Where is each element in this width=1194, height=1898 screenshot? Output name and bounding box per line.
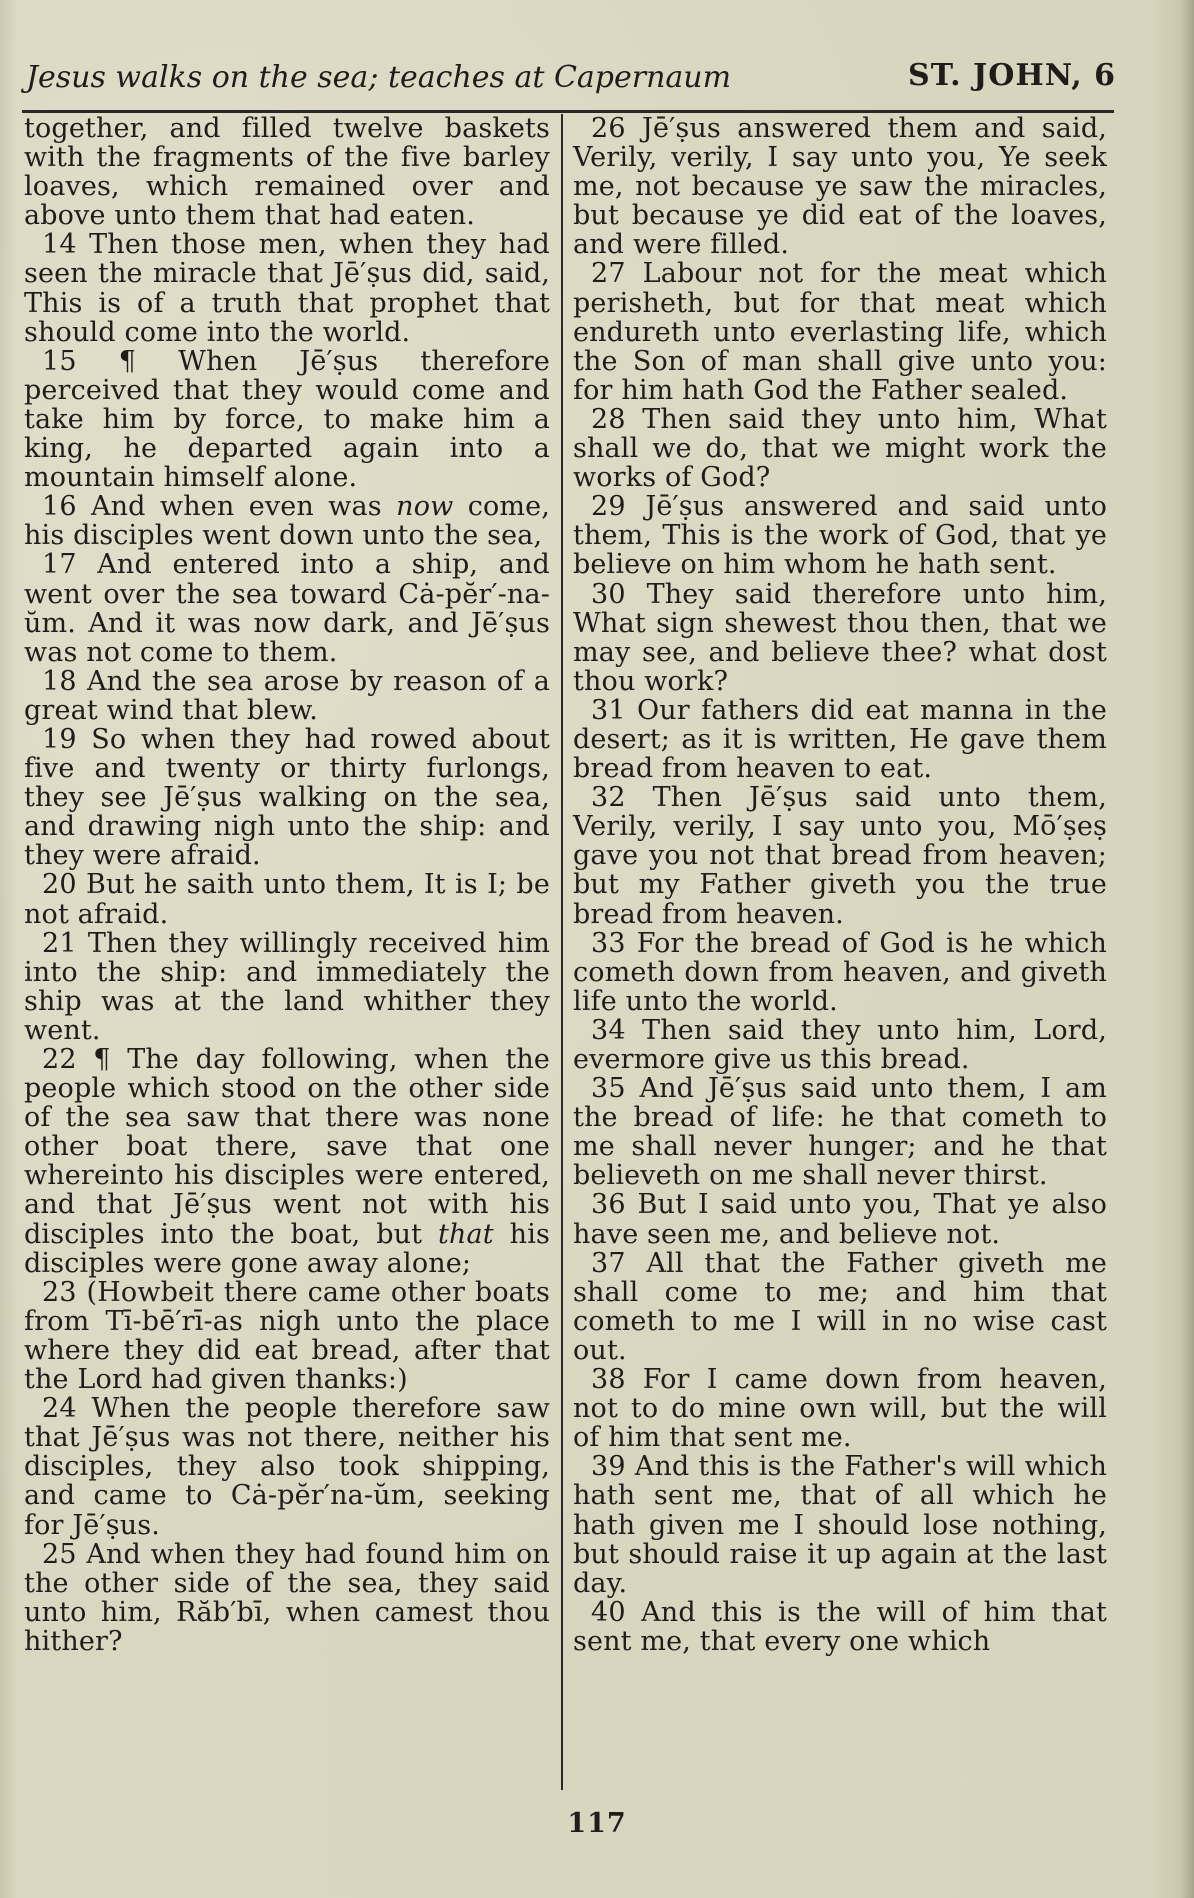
- verse-13: together, and filled twelve baskets with the fragments of the five barley loaves, which remained over and above unto them that had eaten.: [24, 113, 550, 232]
- page-edge-shadow: [1180, 0, 1194, 1898]
- italic-word: that: [438, 1218, 494, 1250]
- verse-24: 24 When the people therefore saw that Jē′ṣus was not there, neither his disciples, they also took shipping, and came to Cȧ-pĕr′na-ŭm, seeking for Jē′ṣus.: [24, 1393, 550, 1541]
- verse-21: 21 Then they willingly received him into the ship: and immediately the ship was at the land whither they went.: [24, 927, 550, 1046]
- running-head-book-chapter: ST. JOHN, 6: [908, 58, 1116, 93]
- verse-22: 22 ¶ The day following, when the people which stood on the other side of the sea saw that there was none other boat there, save that one whereinto his disciples were entered, and that Jē′ṣus went not with his disciples into the boat, but that his disciples were gone away alone;: [24, 1044, 550, 1279]
- verse-33: 33 For the bread of God is he which cometh down from heaven, and giveth life unto the world.: [573, 927, 1107, 1017]
- verse-25: 25 And when they had found him on the other side of the sea, they said unto him, Răb′bī, when camest thou hither?: [24, 1538, 550, 1657]
- right-text-column: [573, 114, 1107, 1656]
- verse-32: 32 Then Jē′ṣus said unto them, Verily, verily, I say unto you, Mō′ṣeṣ gave you not that bread from heaven; but my Father giveth you the true bread from heaven.: [573, 782, 1107, 930]
- left-text-column: [24, 114, 550, 1656]
- verse-26: 26 Jē′ṣus answered them and said, Verily, verily, I say unto you, Ye seek me, not because ye saw the miracles, but because ye did eat of the loaves, and were filled.: [573, 113, 1107, 261]
- verse-20: 20 But he saith unto them, It is I; be not afraid.: [24, 869, 550, 930]
- verse-37: 37 All that the Father giveth me shall come to me; and him that cometh to me I will in no wise cast out.: [573, 1247, 1107, 1366]
- verse-16: 16 And when even was now come, his disciples went down unto the sea,: [24, 491, 551, 552]
- verse-35: 35 And Jē′ṣus said unto them, I am the bread of life: he that cometh to me shall never hunger; and he that believeth on me shall never thirst.: [573, 1073, 1107, 1192]
- verse-15: 15 ¶ When Jē′ṣus therefore perceived that they would come and take him by force, to make him a king, he departed again into a mountain himself alone.: [24, 345, 550, 494]
- verse-30: 30 They said therefore unto him, What sign shewest thou then, that we may see, and believe thee? what dost thou work?: [573, 578, 1107, 697]
- verse-40: 40 And this is the will of him that sent me, that every one which: [573, 1596, 1107, 1657]
- verse-38: 38 For I came down from heaven, not to do mine own will, but the will of him that sent me.: [573, 1364, 1107, 1454]
- verse-28: 28 Then said they unto him, What shall we do, that we might work the works of God?: [573, 403, 1107, 494]
- verse-39: 39 And this is the Father's will which hath sent me, that of all which he hath given me I should lose nothing, but should raise it up again at the last day.: [573, 1451, 1107, 1599]
- running-head-title: Jesus walks on the sea; teaches at Capernaum: [26, 60, 732, 95]
- verse-34: 34 Then said they unto him, Lord, evermore give us this bread.: [573, 1014, 1107, 1075]
- running-head: [26, 48, 1116, 108]
- verse-36: 36 But I said unto you, That ye also have seen me, and believe not.: [573, 1189, 1107, 1250]
- verse-23: 23 (Howbeit there came other boats from Tī-bē′rī-as nigh unto the place where they did eat bread, after that the Lord had given thanks:): [24, 1276, 550, 1396]
- verse-27: 27 Labour not for the meat which perisheth, but for that meat which endureth unto everlasting life, which the Son of man shall give unto you: for him hath God the Father sealed.: [573, 258, 1107, 406]
- italic-word: now: [396, 491, 454, 523]
- verse-19: 19 So when they had rowed about five and twenty or thirty furlongs, they see Jē′ṣus walking on the sea, and drawing nigh unto the ship: and they were afraid.: [24, 723, 550, 872]
- verse-29: 29 Jē′ṣus answered and said unto them, This is the work of God, that ye believe on him whom he hath sent.: [573, 491, 1107, 581]
- column-divider: [561, 114, 563, 1790]
- verse-18: 18 And the sea arose by reason of a great wind that blew.: [24, 665, 550, 726]
- verse-31: 31 Our fathers did eat manna in the desert; as it is written, He gave them bread from heaven to eat.: [573, 694, 1107, 785]
- verse-14: 14 Then those men, when they had seen the miracle that Jē′ṣus did, said, This is of a truth that prophet that should come into the world.: [24, 229, 550, 348]
- verse-17: 17 And entered into a ship, and went over the sea toward Cȧ-pĕr′-na-ŭm. And it was now dark, and Jē′ṣus was not come to them.: [24, 549, 550, 668]
- page-number: 117: [567, 1808, 627, 1839]
